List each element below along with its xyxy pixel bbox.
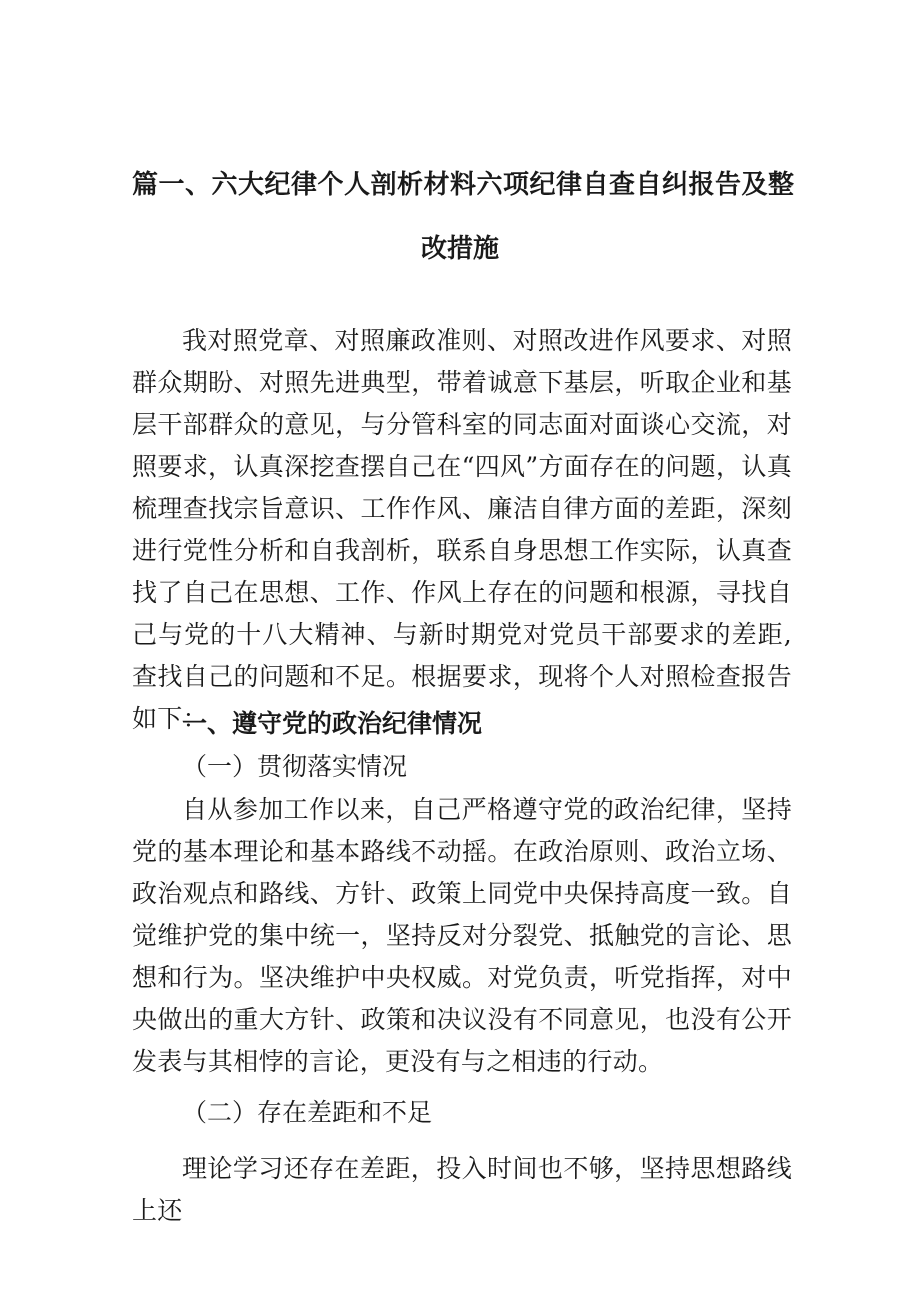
intro-paragraph: 我对照党章、对照廉政准则、对照改进作风要求、对照群众期盼、对照先进典型，带着诚意下基层，听取企业和基层干部群众的意见，与分管科室的同志面对面谈心交流，对照要求，认真深挖查摆自己在“四风”方面存在的问题，认真梳理查找宗旨意识、工作作风、廉洁自律方面的差距，深刻进行党性分析和自我剖析，联系自身思想工作实际，认真查找了自己在思想、工作、作风上存在的问题和根源，寻找自己与党的十八大精神、与新时期党对党员干部要求的差距,查找自己的问题和不足。根据要求，现将个人对照检查报告如下：: [132, 326, 792, 733]
document-title-line-2: 改措施: [420, 234, 499, 264]
document-title-line-1: 篇一、六大纪律个人剖析材料六项纪律自查自纠报告及整: [132, 170, 795, 200]
section-heading-political-discipline: 一、遵守党的政治纪律情况: [182, 709, 483, 738]
implementation-paragraph: 自从参加工作以来，自己严格遵守党的政治纪律，坚持党的基本理论和基本路线不动摇。在政治原则、政治立场、政治观点和路线、方针、政策上同党中央保持高度一致。自觉维护党的集中统一，坚持反对分裂党、抵触党的言论、思想和行为。坚决维护中央权威。对党负责，听党指挥，对中央做出的重大方针、政策和决议没有不同意见，也没有公开发表与其相悖的言论，更没有与之相违的行动。: [132, 795, 792, 1076]
gaps-paragraph: 理论学习还存在差距，投入时间也不够，坚持思想路线上还: [132, 1154, 792, 1225]
subsection-heading-gaps: （二）存在差距和不足: [182, 1098, 433, 1127]
subsection-heading-implementation: （一）贯彻落实情况: [182, 752, 408, 781]
